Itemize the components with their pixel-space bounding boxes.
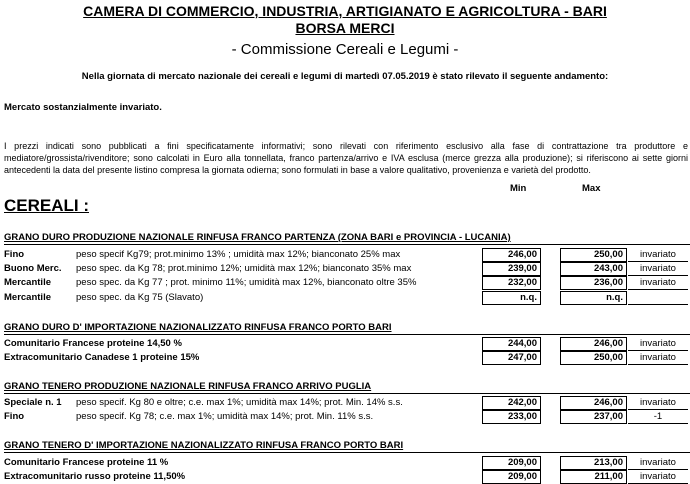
price-row — [0, 351, 690, 365]
price-row — [0, 262, 690, 276]
section-title: GRANO DURO D' IMPORTAZIONE NAZIONALIZZATO RINFUSA FRANCO PORTO BARI — [4, 322, 392, 333]
price-row — [0, 276, 690, 290]
price-change: invariato — [628, 470, 688, 484]
price-change: invariato — [628, 276, 688, 290]
price-row — [0, 410, 690, 424]
max-price: 250,00 — [560, 248, 627, 262]
max-price: 236,00 — [560, 276, 627, 290]
grade-label: Fino — [4, 411, 25, 422]
price-row — [0, 291, 690, 305]
market-date-intro: Nella giornata di mercato nazionale dei cereali e legumi di martedì 07.05.2019 è stato rilevato il seguente andamento: — [81, 71, 609, 82]
grade-description: peso specif. Kg 80 e oltre; c.e. max 1%; umidità max 14%; prot. Min. 14% s.s. — [76, 397, 403, 408]
price-change: invariato — [628, 351, 688, 365]
grade-label: Speciale n. 1 — [4, 397, 62, 408]
grade-description: peso specif. Kg 78; c.e. max 1%; umidità max 14%; prot. Min. 11% s.s. — [76, 411, 374, 422]
min-price: 239,00 — [482, 262, 541, 276]
grade-label: Comunitario Francese proteine 11 % — [4, 457, 169, 468]
price-change: invariato — [628, 396, 688, 410]
price-change: invariato — [628, 262, 688, 276]
price-change: invariato — [628, 248, 688, 262]
price-change — [628, 291, 688, 305]
grade-label: Comunitario Francese proteine 14,50 % — [4, 338, 182, 349]
grade-description: peso spec. da Kg 77 ; prot. minimo 11%; umidità max 12%, bianconato oltre 35% — [76, 277, 417, 288]
price-change: invariato — [628, 456, 688, 470]
price-row — [0, 456, 690, 470]
section-title: GRANO DURO PRODUZIONE NAZIONALE RINFUSA FRANCO PARTENZA (ZONA BARI e PROVINCIA - LUCANIA) — [4, 232, 511, 243]
price-row — [0, 337, 690, 351]
commission-subtitle: - Commissione Cereali e Legumi - — [231, 41, 459, 58]
grade-label: Mercantile — [4, 292, 51, 303]
price-row — [0, 248, 690, 262]
borsa-merci-title: BORSA MERCI — [295, 20, 395, 36]
grade-label: Fino — [4, 249, 25, 260]
section-title: GRANO TENERO PRODUZIONE NAZIONALE RINFUSA FRANCO ARRIVO PUGLIA — [4, 381, 372, 392]
max-price: 211,00 — [560, 470, 627, 484]
min-price: 244,00 — [482, 337, 541, 351]
grade-description: peso spec. da Kg 75 (Slavato) — [76, 292, 204, 303]
grade-description: peso specif Kg79; prot.minimo 13% ; umidità max 12%; bianconato 25% max — [76, 249, 401, 260]
grade-label: Buono Merc. — [4, 263, 62, 274]
disclaimer-text: I prezzi indicati sono pubblicati a fini specificatamente informativi; sono rilevati con riferimento esclusivo alla fase di contrattazione tra produttore e mediatore/grossista/rivenditore; sono calcolati in Euro alla tonnellata, franco partenza/arrivo e IVA esclusa (merce grezza alla produzione); si riferiscono ai sette giorni antecedenti la data del presente listino compresa la giornata odierna; sono formulati in base a valore qualitativo, provenienza e varietà del prodotto. — [4, 141, 688, 175]
section-divider — [4, 393, 690, 394]
price-row — [0, 470, 690, 484]
column-header-max: Max — [582, 183, 601, 194]
min-price: n.q. — [482, 291, 541, 305]
chamber-title: CAMERA DI COMMERCIO, INDUSTRIA, ARTIGIANATO E AGRICOLTURA - BARI — [83, 3, 607, 19]
min-price: 242,00 — [482, 396, 541, 410]
min-price: 232,00 — [482, 276, 541, 290]
price-row — [0, 396, 690, 410]
column-header-min: Min — [510, 183, 527, 194]
market-summary: Mercato sostanzialmente invariato. — [4, 102, 162, 113]
category-title: CEREALI : — [4, 196, 89, 215]
price-change: -1 — [628, 410, 688, 424]
max-price: 246,00 — [560, 337, 627, 351]
max-price: 250,00 — [560, 351, 627, 365]
grade-label: Extracomunitario Canadese 1 proteine 15% — [4, 352, 200, 363]
max-price: 243,00 — [560, 262, 627, 276]
max-price: 237,00 — [560, 410, 627, 424]
max-price: 246,00 — [560, 396, 627, 410]
min-price: 247,00 — [482, 351, 541, 365]
grade-label: Mercantile — [4, 277, 51, 288]
section-divider — [4, 452, 690, 453]
section-title: GRANO TENERO D' IMPORTAZIONE NAZIONALIZZATO RINFUSA FRANCO PORTO BARI — [4, 440, 404, 451]
grade-description: peso spec. da Kg 78; prot.minimo 12%; umidità max 12%; bianconato 35% max — [76, 263, 412, 274]
section-divider — [4, 244, 690, 245]
price-change: invariato — [628, 337, 688, 351]
grade-label: Extracomunitario russo proteine 11,50% — [4, 471, 186, 482]
section-divider — [4, 334, 690, 335]
min-price: 209,00 — [482, 456, 541, 470]
max-price: 213,00 — [560, 456, 627, 470]
min-price: 233,00 — [482, 410, 541, 424]
min-price: 209,00 — [482, 470, 541, 484]
max-price: n.q. — [560, 291, 627, 305]
min-price: 246,00 — [482, 248, 541, 262]
